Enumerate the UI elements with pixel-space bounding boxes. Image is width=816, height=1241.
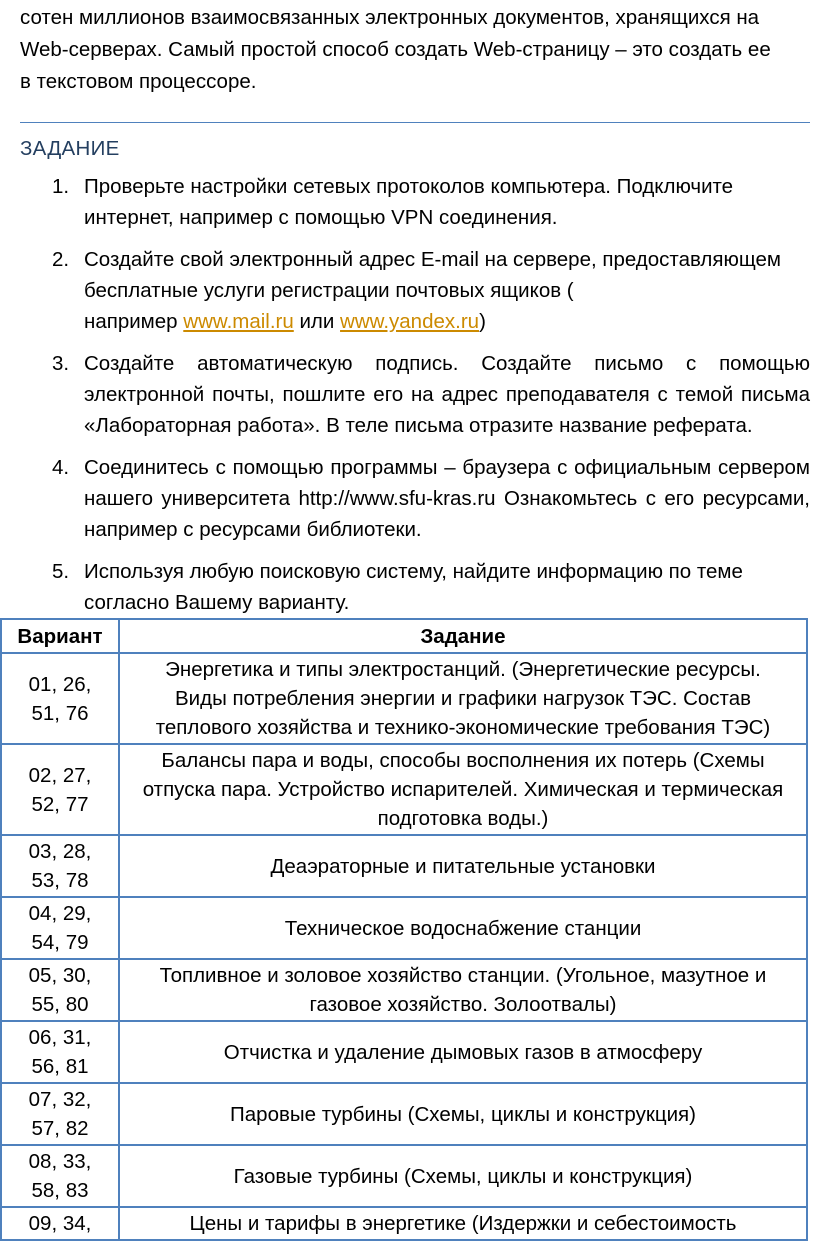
variant-number: 03, 28, [28, 840, 92, 863]
document-page [20, 0, 810, 629]
variants-table [0, 618, 808, 1241]
task-description-line: Виды потребления энергии и графики нагрузок ТЭС. Состав [174, 687, 751, 710]
variant-number: 01, 26, [28, 672, 92, 696]
variant-cell [1, 1145, 119, 1207]
variant-cell [1, 835, 119, 897]
task-description-line: Отчистка и удаление дымовых газов в атмосферу [223, 1040, 703, 1064]
task-number: 2. [52, 248, 70, 271]
intro-line: в текстовом процессоре. [20, 70, 257, 93]
task-text-line: Создайте свой электронный адрес E-mail на сервере, предоставляющем [84, 248, 781, 271]
variant-number: 04, 29, [28, 902, 92, 925]
table-row [1, 1021, 807, 1083]
task-cell [119, 897, 807, 959]
table-body [1, 653, 807, 1240]
variant-cell [1, 1021, 119, 1083]
variant-cell [1, 897, 119, 959]
variant-number: 07, 32, [28, 1088, 92, 1111]
task-number: 5. [52, 560, 70, 583]
task-description-line: отпуска пара. Устройство испарителей. Химическая и термическая [142, 778, 784, 801]
table-header-row [1, 619, 807, 653]
task-text-line: Используя любую поисковую систему, найдите информацию по теме [84, 560, 743, 583]
task-text: Создайте автоматическую подпись. Создайте письмо с помощью электронной почты, пошлите его на адрес преподавателя с темой письма «Лабораторная работа». В теле письма отразите название реферата. [84, 352, 810, 437]
task-text-line: согласно Вашему варианту. [84, 591, 350, 614]
variant-number: 05, 30, [28, 964, 92, 987]
yandex-ru-link[interactable]: www.yandex.ru [340, 310, 480, 333]
task-description-line: Балансы пара и воды, способы восполнения их потерь (Схемы [161, 749, 765, 772]
variant-cell [1, 1083, 119, 1145]
variant-column-header: Вариант [1, 619, 119, 653]
variant-number: 09, 34, [28, 1212, 92, 1235]
variant-number: 51, 76 [31, 701, 89, 725]
table-row [1, 1145, 807, 1207]
task-cell [119, 1145, 807, 1207]
task-cell [119, 959, 807, 1021]
intro-paragraph [20, 0, 810, 98]
task-number: 1. [52, 175, 70, 198]
variant-cell [1, 959, 119, 1021]
section-divider [20, 122, 810, 123]
table-row [1, 744, 807, 835]
task-text: ) [479, 310, 486, 333]
variant-number: 56, 81 [31, 1055, 89, 1078]
task-text: например [84, 310, 184, 333]
table-row [1, 1207, 807, 1240]
variant-number: 54, 79 [31, 931, 89, 954]
task-item [20, 348, 810, 441]
task-description-line: теплового хозяйства и технико-экономические требования ТЭС) [155, 716, 771, 739]
task-cell [119, 1207, 807, 1240]
variant-number: 57, 82 [31, 1117, 89, 1140]
variant-number: 55, 80 [31, 993, 89, 1016]
task-cell [119, 1083, 807, 1145]
task-text-line [84, 306, 810, 337]
task-number: 3. [52, 352, 70, 375]
variant-cell [1, 744, 119, 835]
task-description-line: Энергетика и типы электростанций. (Энергетические ресурсы. [165, 658, 761, 681]
table-row [1, 959, 807, 1021]
variant-cell [1, 653, 119, 744]
variant-number: 08, 33, [28, 1150, 92, 1173]
task-description-line: Деаэраторные и питательные установки [270, 854, 656, 878]
task-description-line: Цены и тарифы в энергетике (Издержки и себестоимость [189, 1212, 737, 1235]
task-cell [119, 835, 807, 897]
variant-number: 02, 27, [28, 763, 92, 787]
task-cell [119, 653, 807, 744]
task-item [20, 244, 810, 337]
task-text: или [293, 310, 341, 333]
task-description-line: Топливное и золовое хозяйство станции. (Угольное, мазутное и [159, 964, 767, 987]
variant-number: 53, 78 [31, 869, 89, 892]
variant-number: 58, 83 [31, 1179, 89, 1202]
intro-line: Web-серверах. Самый простой способ создать Web-страницу – это создать ее [20, 38, 771, 61]
mail-ru-link[interactable]: www.mail.ru [183, 310, 294, 333]
table-row [1, 835, 807, 897]
table-row [1, 653, 807, 744]
task-item [20, 171, 810, 233]
variant-cell [1, 1207, 119, 1240]
task-text-line: бесплатные услуги регистрации почтовых ящиков ( [84, 279, 574, 302]
task-list [20, 171, 810, 618]
task-description-line: Техническое водоснабжение станции [284, 916, 642, 940]
task-cell [119, 744, 807, 835]
task-cell [119, 1021, 807, 1083]
task-text-line: Проверьте настройки сетевых протоколов компьютера. Подключите [84, 175, 734, 198]
task-description-line: подготовка воды.) [377, 807, 549, 830]
task-column-header: Задание [119, 619, 807, 653]
task-text-line: интернет, например с помощью VPN соединения. [84, 206, 558, 229]
task-description-line: Газовые турбины (Схемы, циклы и конструкция) [233, 1164, 693, 1188]
task-item [20, 556, 810, 618]
task-description-line: газовое хозяйство. Золоотвалы) [309, 993, 617, 1016]
intro-line: сотен миллионов взаимосвязанных электронных документов, хранящихся на [20, 6, 760, 29]
section-title: ЗАДАНИЕ [20, 137, 120, 160]
task-description-line: Паровые турбины (Схемы, циклы и конструкция) [230, 1102, 696, 1126]
task-item [20, 452, 810, 545]
variant-number: 52, 77 [31, 792, 89, 816]
task-text: Соединитесь с помощью программы – браузера с официальным сервером нашего университета http://www.sfu-kras.ru Ознакомьтесь с его ресурсами, например с ресурсами библиотеки. [84, 456, 810, 541]
table-row [1, 1083, 807, 1145]
variant-number: 06, 31, [28, 1026, 92, 1049]
table-row [1, 897, 807, 959]
task-number: 4. [52, 456, 70, 479]
